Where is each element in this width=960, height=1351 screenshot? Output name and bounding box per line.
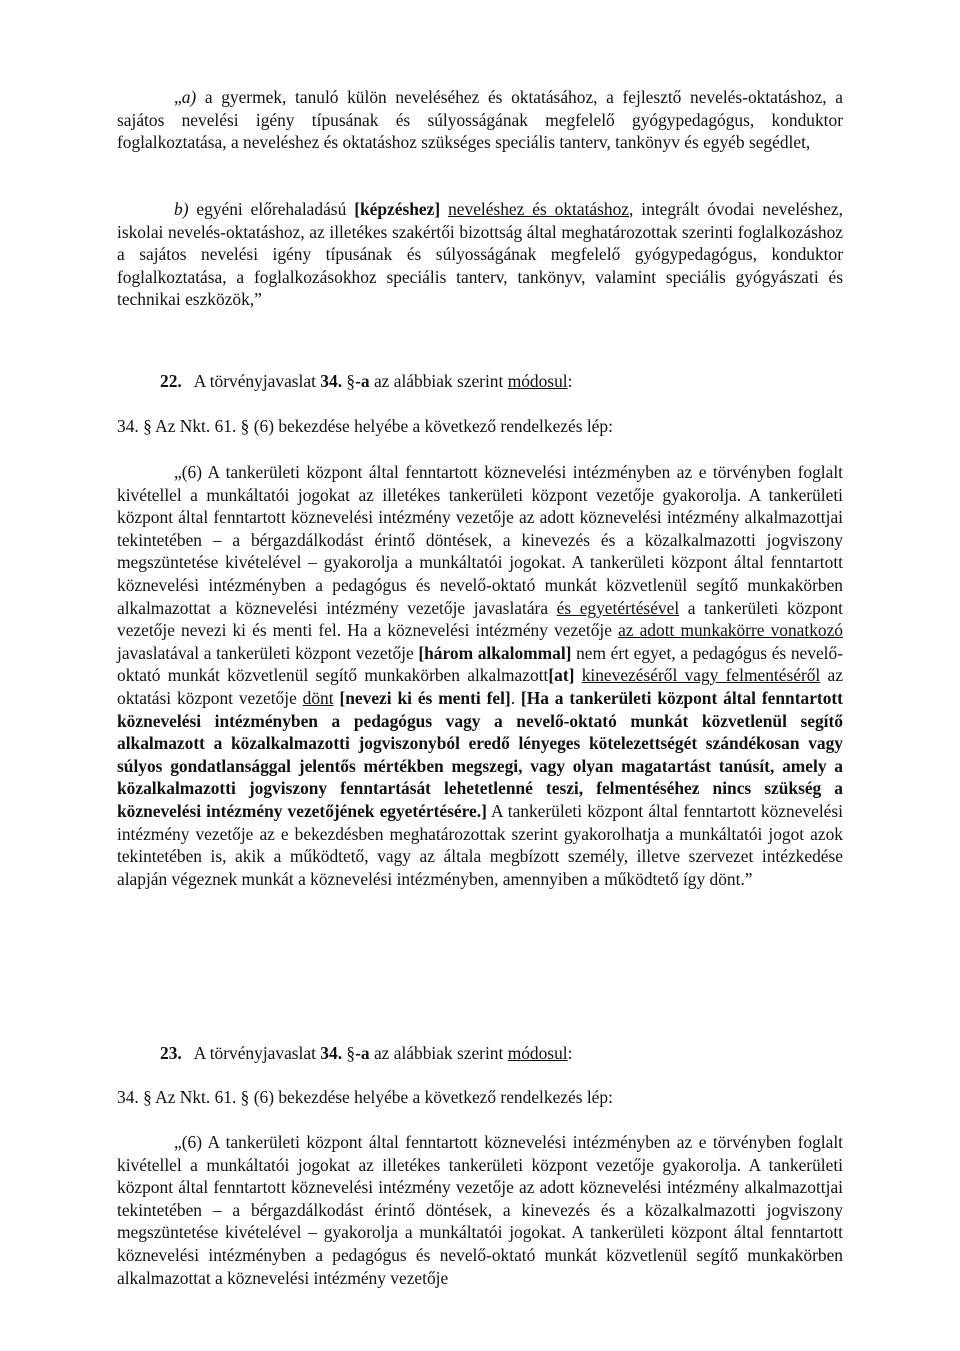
deleted-text: [nevezi ki és menti fel] (339, 687, 511, 708)
amendment-verb: módosul (507, 1043, 568, 1063)
section-suffix: -a (355, 371, 370, 391)
inserted-text: dönt (302, 687, 334, 708)
point-label-a: a) (181, 87, 197, 107)
section-symbol: § (342, 371, 356, 391)
inserted-text: kinevezéséről vagy felmentéséről (581, 665, 821, 686)
body-text: . (510, 687, 521, 708)
lead-line-23: 34. § Az Nkt. 61. § (6) bekezdése helyébe a következő rendelkezés lép: (117, 1087, 613, 1107)
paragraph-a-text: a gyermek, tanuló külön neveléséhez és oktatásához, a fejlesztő nevelés-oktatáshoz, a sajátos nevelési igény típusának és súlyosságának megfelelő gyógypedagógus, konduktor foglalkoztatása, a neveléshez és oktatáshoz szükséges speciális tanterv, tankönyv és egyéb segédlet, (117, 87, 843, 153)
paragraph-b-text-1: egyéni előrehaladású (188, 199, 355, 219)
paragraph-a (117, 86, 843, 154)
lead-line-22: 34. § Az Nkt. 61. § (6) bekezdése helyébe a következő rendelkezés lép: (117, 416, 613, 436)
amendment-verb: módosul (507, 371, 568, 391)
deleted-text: [at] (548, 665, 575, 686)
colon: : (567, 1043, 573, 1063)
amendment-number: 22. (160, 371, 182, 391)
body-text: nem ért egyet, a pedagógus és nevelő-oktató munkát közvetlenül segítő munkakörben alkalmazott (117, 642, 843, 686)
body-text: „(6) A tankerületi központ által fenntartott köznevelési intézményben az e törvényben foglalt kivétellel a munkáltatói jogokat az illetékes tankerületi központ vezetője gyakorolja. A tankerületi központ által fenntartott köznevelési intézmény vezetője az adott köznevelési intézmény alkalmazottjai tekintetében – a bérgazdálkodást érintő döntések, a kinevezés és a közalkalmazotti jogviszony megszüntetése kivételével – gyakorolja a munkáltatói jogokat. A tankerületi központ által fenntartott köznevelési intézményben a pedagógus és nevelő-oktató munkát közvetlenül segítő munkakörben alkalmazottat a köznevelési intézmény vezetője javaslatára (117, 462, 843, 618)
paragraph-b-text-2: , integrált óvodai neveléshez, iskolai nevelés-oktatáshoz, az illetékes szakértői bizottság által meghatározottak szerinti foglalkozáshoz a sajátos nevelési igény típusának és súlyosságának megfelelő gyógypedagógus, konduktor foglalkoztatása, a foglalkozásokhoz speciális tanterv, tankönyv, valamint speciális gyógyászati és technikai eszközök,” (117, 199, 844, 310)
body-text: A tankerületi központ által fenntartott köznevelési intézmény vezetője az e bekezdésben meghatározottak szerint gyakorolhatja a munkáltatói jogot azok tekintetében is, akik a működtető, vagy az általa megbízott személy, illetve szervezet intézkedése alapján végeznek munkát a köznevelési intézményben, amennyiben a működtető így dönt.” (117, 800, 843, 889)
deleted-text: [Ha a tankerületi központ által fenntartott köznevelési intézményben a pedagógus vagy a nevelő-oktató munkát közvetlenül segítő alkalmazott a közalkalmazotti jogviszonyból eredő lényeges kötelezettségét szándékosan vagy súlyos gondatlansággal jelentős mértékben megszegi, vagy olyan magatartást tanúsít, amely a közalkalmazotti jogviszony fenntartását lehetetlenné teszi, felmentéséhez nincs szükség a köznevelési intézmény vezetőjének egyetértésére.] (117, 687, 843, 821)
heading-text: A törvényjavaslat (193, 371, 321, 391)
section-symbol: § (342, 1043, 356, 1063)
space (440, 199, 448, 219)
inserted-text: neveléshez és oktatáshoz (448, 199, 630, 219)
amendment-number: 23. (160, 1043, 182, 1063)
point-label-b: b) (174, 199, 189, 219)
body-text: az oktatási központ vezetője (117, 665, 843, 708)
space (574, 665, 581, 685)
section-ref: 34. (320, 371, 343, 391)
inserted-text: és egyetértésével (556, 597, 680, 618)
amendment-heading-23 (160, 1043, 572, 1064)
body-text: javaslatával a tankerületi központ vezetője (117, 642, 419, 663)
amendment-heading-22 (160, 371, 572, 392)
heading-text: A törvényjavaslat (193, 1043, 321, 1063)
deleted-text: [három alkalommal] (418, 642, 572, 663)
paragraph-b (117, 198, 843, 311)
amended-paragraph-22 (117, 461, 843, 890)
deleted-text: [képzéshez] (354, 199, 441, 219)
section-ref: 34. (320, 1043, 343, 1063)
body-text: a tankerületi központ vezetője nevezi ki és menti fel. Ha a köznevelési intézmény vezetője (117, 597, 843, 641)
heading-text: az alábbiak szerint (369, 371, 508, 391)
amended-paragraph-23: „(6) A tankerületi központ által fenntartott köznevelési intézményben az e törvényben foglalt kivétellel a munkáltatói jogokat az illetékes tankerületi központ vezetője gyakorolja. A tankerületi központ által fenntartott köznevelési intézmény vezetője az adott köznevelési intézmény alkalmazottjai tekintetében – a bérgazdálkodást érintő döntések, a kinevezés és a közalkalmazotti jogviszony megszüntetése kivételével – gyakorolja a munkáltatói jogokat. A tankerületi központ által fenntartott köznevelési intézményben a pedagógus és nevelő-oktató munkát közvetlenül segítő munkakörben alkalmazottat a köznevelési intézmény vezetője (117, 1132, 843, 1288)
open-quote: „ (174, 87, 182, 107)
colon: : (567, 371, 573, 391)
heading-text: az alábbiak szerint (369, 1043, 508, 1063)
inserted-text: az adott munkakörre vonatkozó (618, 620, 844, 641)
section-suffix: -a (355, 1043, 370, 1063)
